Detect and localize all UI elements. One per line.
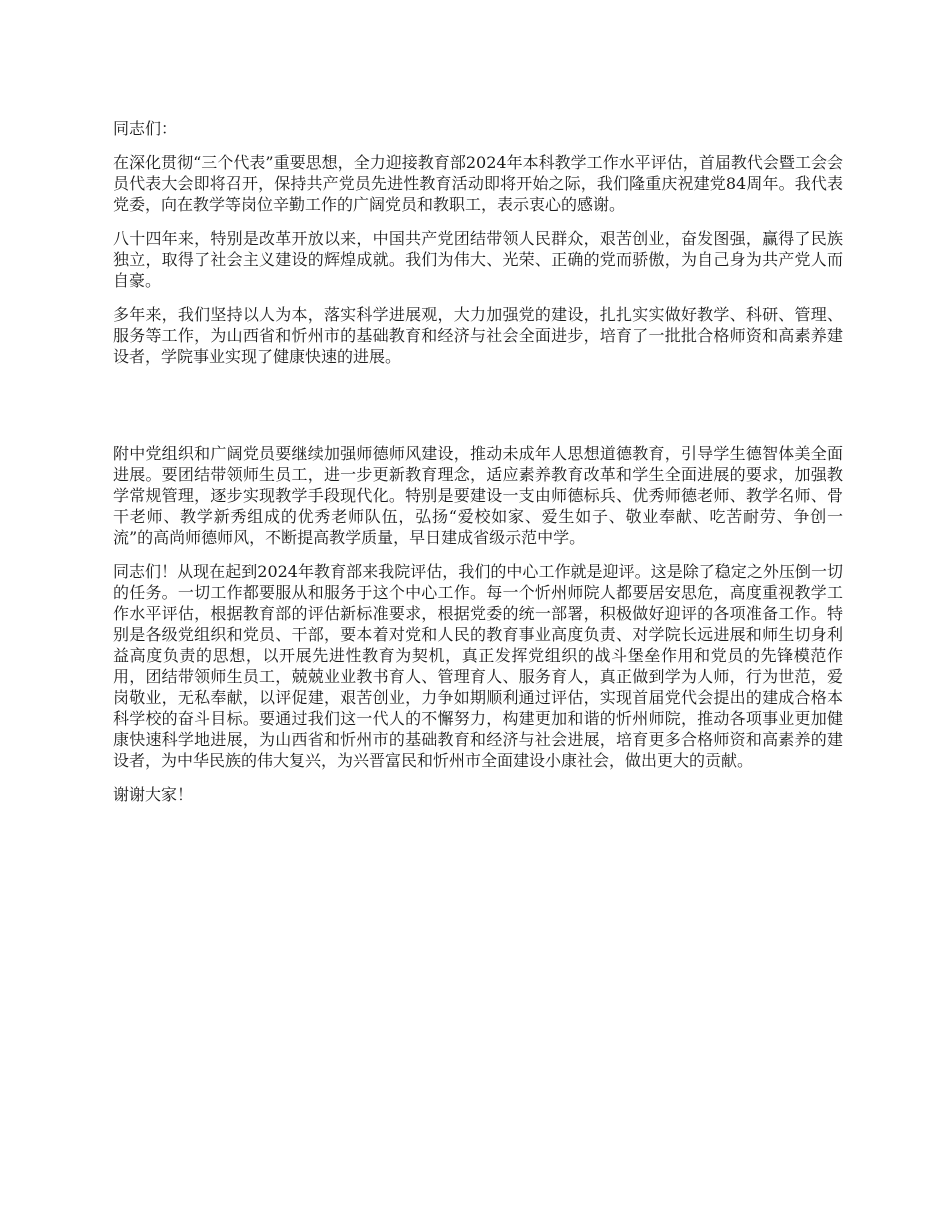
paragraph-2: 八十四年来，特别是改革开放以来，中国共产党团结带领人民群众，艰苦创业，奋发图强，赢得了民族独立，取得了社会主义建设的辉煌成就。我们为伟大、光荣、正确的党而骄傲，为自己身为共产党人而自豪。 [113,229,843,290]
spacer [113,215,843,228]
paragraph-4: 附中党组织和广阔党员要继续加强师德师风建设，推动未成年人思想道德教育，引导学生德智体美全面进展。要团结带领师生员工，进一步更新教育理念，适应素养教育改革和学生全面进展的要求，加强教学常规管理，逐步实现教学手段现代化。特别是要建设一支由师德标兵、优秀师德老师、教学名师、骨干老师、教学新秀组成的优秀老师队伍，弘扬“爱校如家、爱生如子、敬业奉献、吃苦耐劳、争创一流”的高尚师德师风，不断提高教学质量，早日建成省级示范中学。 [113,444,843,547]
section-gap [113,367,843,443]
document-page [113,118,843,805]
spacer [113,139,843,152]
salutation: 同志们： [113,119,178,138]
spacer [113,771,843,784]
paragraph-5: 同志们！从现在起到2024年教育部来我院评估，我们的中心工作就是迎评。这是除了稳定之外压倒一切的任务。一切工作都要服从和服务于这个中心工作。每一个忻州师院人都要居安思危，高度重视教学工作水平评估，根据教育部的评估新标准要求，根据党委的统一部署，积极做好迎评的各项准备工作。特别是各级党组织和党员、干部，要本着对党和人民的教育事业高度负责、对学院长远进展和师生切身利益高度负责的思想，以开展先进性教育为契机，真正发挥党组织的战斗堡垒作用和党员的先锋模范作用，团结带领师生员工，兢兢业业教书育人、管理育人、服务育人，真正做到学为人师，行为世范，爱岗敬业，无私奉献，以评促建，艰苦创业，力争如期顺利通过评估，实现首届党代会提出的建成合格本科学校的奋斗目标。要通过我们这一代人的不懈努力，构建更加和谐的忻州师院，推动各项事业更加健康快速科学地进展，为山西省和忻州市的基础教育和经济与社会进展，培育更多合格师资和高素养的建设者，为中华民族的伟大复兴，为兴晋富民和忻州市全面建设小康社会，做出更大的贡献。 [113,562,843,770]
spacer [113,291,843,304]
paragraph-1: 在深化贯彻“三个代表”重要思想，全力迎接教育部2024年本科教学工作水平评估，首届教代会暨工会会员代表大会即将召开，保持共产党员先进性教育活动即将开始之际，我们隆重庆祝建党84周年。我代表党委，向在教学等岗位辛勤工作的广阔党员和教职工，表示衷心的感谢。 [113,153,843,214]
closing-remark: 谢谢大家！ [113,785,194,804]
paragraph-3: 多年来，我们坚持以人为本，落实科学进展观，大力加强党的建设，扎扎实实做好教学、科研、管理、服务等工作，为山西省和忻州市的基础教育和经济与社会全面进步，培育了一批批合格师资和高素养建设者，学院事业实现了健康快速的进展。 [113,305,843,366]
spacer [113,548,843,561]
